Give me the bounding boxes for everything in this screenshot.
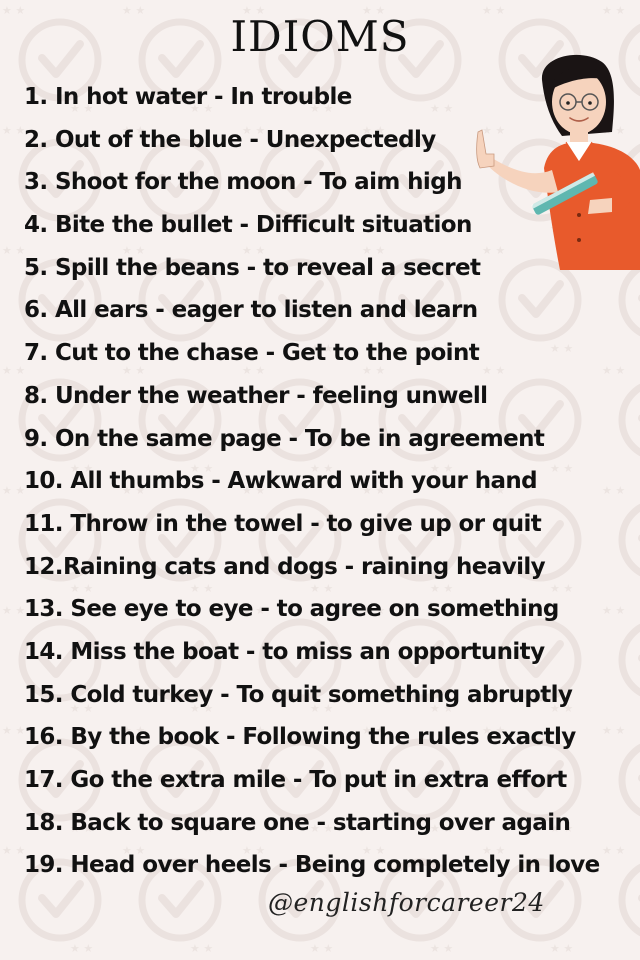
list-item: 11. Throw in the towel - to give up or quit bbox=[24, 510, 542, 537]
list-item: 19. Head over heels - Being completely in love bbox=[24, 852, 600, 879]
list-item: 7. Cut to the chase - Get to the point bbox=[24, 340, 480, 367]
list-item: 1. In hot water - In trouble bbox=[24, 84, 352, 110]
list-item: 5. Spill the beans - to reveal a secret bbox=[24, 254, 481, 281]
list-item: 12.Raining cats and dogs - raining heavily bbox=[24, 553, 546, 580]
list-item: 17. Go the extra mile - To put in extra effort bbox=[24, 767, 567, 793]
idiom-list bbox=[24, 76, 600, 887]
list-item: 3. Shoot for the moon - To aim high bbox=[24, 169, 462, 196]
list-item: 9. On the same page - To be in agreement bbox=[24, 425, 545, 452]
list-item: 4. Bite the bullet - Difficult situation bbox=[24, 212, 472, 239]
list-item: 10. All thumbs - Awkward with your hand bbox=[24, 468, 538, 495]
list-item: 2. Out of the blue - Unexpectedly bbox=[24, 126, 436, 153]
list-item: 6. All ears - eager to listen and learn bbox=[24, 297, 478, 324]
list-item: 8. Under the weather - feeling unwell bbox=[24, 382, 488, 409]
list-item: 13. See eye to eye - to agree on something bbox=[24, 596, 559, 623]
list-item: 14. Miss the boat - to miss an opportunity bbox=[24, 638, 545, 665]
list-item: 16. By the book - Following the rules exactly bbox=[24, 724, 576, 751]
author-signature: @englishforcareer24 bbox=[268, 888, 545, 917]
page-title: IDIOMS bbox=[230, 12, 410, 61]
list-item: 18. Back to square one - starting over again bbox=[24, 809, 571, 836]
list-item: 15. Cold turkey - To quit something abruptly bbox=[24, 681, 573, 708]
